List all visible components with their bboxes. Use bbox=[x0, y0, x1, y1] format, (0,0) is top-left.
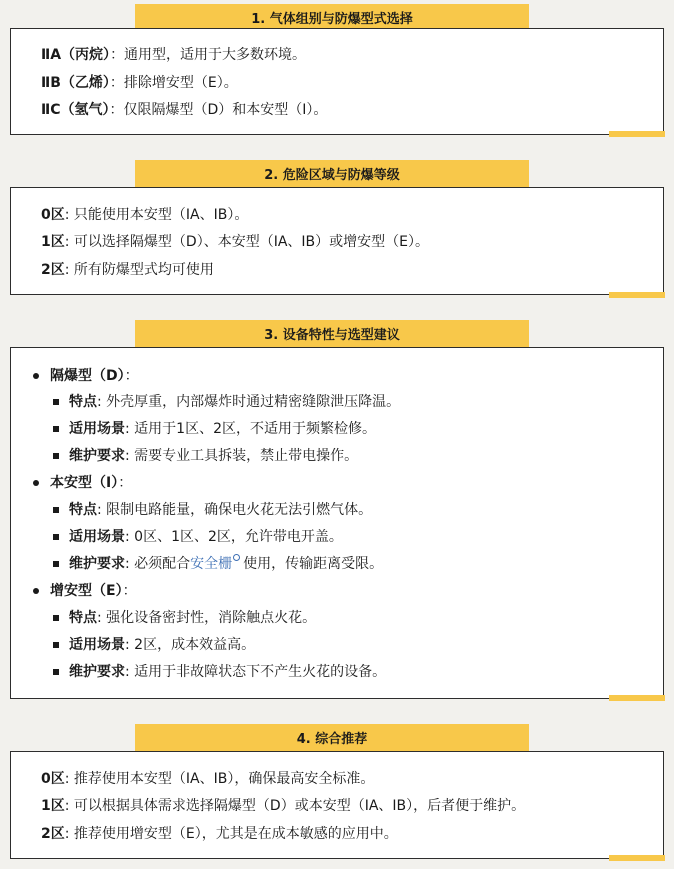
gas-group-line bbox=[41, 101, 327, 119]
zone-line bbox=[41, 233, 429, 251]
type-detail: 特点: 强化设备密封性，消除触点火花。 bbox=[53, 609, 316, 627]
line-term: 1区 bbox=[41, 234, 65, 250]
recommend-line bbox=[41, 770, 374, 788]
detail-term: 适用场景 bbox=[69, 637, 125, 653]
line-text: : 只能使用本安型（IA、IB）。 bbox=[64, 207, 249, 223]
bullet-dot bbox=[33, 373, 39, 379]
safety-barrier-link[interactable]: 安全栅 bbox=[190, 556, 233, 572]
line-term: ⅡA（丙烷） bbox=[41, 47, 111, 63]
bullet-dot bbox=[33, 588, 39, 594]
line-term: 1区 bbox=[41, 798, 65, 814]
type-detail: 特点: 外壳厚重，内部爆炸时通过精密缝隙泄压降温。 bbox=[53, 393, 400, 411]
type-item: 增安型（E）： bbox=[33, 582, 137, 600]
section-3-header: 3. 设备特性与选型建议 bbox=[135, 320, 529, 349]
line-term: 2区 bbox=[41, 826, 65, 842]
type-name: 本安型（I） bbox=[50, 475, 119, 491]
bullet-square bbox=[53, 399, 59, 405]
section-4-accent bbox=[609, 855, 665, 861]
detail-term: 特点 bbox=[69, 394, 97, 410]
type-item: 隔爆型（D）： bbox=[33, 367, 139, 385]
bullet-square bbox=[53, 642, 59, 648]
bullet-dot bbox=[33, 480, 39, 486]
line-term: 2区 bbox=[41, 262, 65, 278]
detail-term: 维护要求 bbox=[69, 556, 125, 572]
section-2-box bbox=[10, 187, 664, 295]
section-3-accent bbox=[609, 695, 665, 701]
section-1-header: 1. 气体组别与防爆型式选择 bbox=[135, 4, 529, 33]
type-detail: 适用场景: 0区、1区、2区，允许带电开盖。 bbox=[53, 528, 343, 546]
detail-term: 特点 bbox=[69, 610, 97, 626]
type-detail: 特点: 限制电路能量，确保电火花无法引燃气体。 bbox=[53, 501, 372, 519]
line-text: : 推荐使用增安型（E），尤其是在成本敏感的应用中。 bbox=[64, 826, 398, 842]
type-item: 本安型（I）： bbox=[33, 474, 132, 492]
line-text: ：通用型，适用于大多数环境。 bbox=[110, 47, 307, 63]
section-4-box bbox=[10, 751, 664, 859]
line-text: : 可以根据具体需求选择隔爆型（D）或本安型（IA、IB），后者便于维护。 bbox=[64, 798, 526, 814]
type-detail: 适用场景: 适用于1区、2区，不适用于频繁检修。 bbox=[53, 420, 376, 438]
line-text: ：排除增安型（E）。 bbox=[109, 75, 238, 91]
section-1-accent bbox=[609, 131, 665, 137]
search-icon[interactable] bbox=[233, 554, 240, 561]
bullet-square bbox=[53, 507, 59, 513]
line-term: 0区 bbox=[41, 207, 65, 223]
gas-group-line bbox=[41, 74, 238, 92]
line-text: : 可以选择隔爆型（D）、本安型（IA、IB）或增安型（E）。 bbox=[64, 234, 429, 250]
zone-line bbox=[41, 261, 214, 279]
line-text: ：仅限隔爆型（D）和本安型（I）。 bbox=[109, 102, 328, 118]
bullet-square bbox=[53, 426, 59, 432]
bullet-square bbox=[53, 561, 59, 567]
section-3-box bbox=[10, 347, 664, 699]
line-term: ⅡB（乙烯） bbox=[41, 75, 110, 91]
recommend-line bbox=[41, 825, 398, 843]
line-term: 0区 bbox=[41, 771, 65, 787]
type-detail: 维护要求: 必须配合安全栅 使用，传输距离受限。 bbox=[53, 555, 383, 573]
detail-term: 特点 bbox=[69, 502, 97, 518]
recommend-line bbox=[41, 797, 525, 815]
type-name: 隔爆型（D） bbox=[50, 368, 125, 384]
detail-term: 维护要求 bbox=[69, 664, 125, 680]
bullet-square bbox=[53, 453, 59, 459]
line-text: : 所有防爆型式均可使用 bbox=[64, 262, 214, 278]
type-detail: 维护要求: 需要专业工具拆装，禁止带电操作。 bbox=[53, 447, 358, 465]
bullet-square bbox=[53, 615, 59, 621]
bullet-square bbox=[53, 534, 59, 540]
type-name: 增安型（E） bbox=[50, 583, 123, 599]
zone-line bbox=[41, 206, 248, 224]
section-1-box bbox=[10, 28, 664, 135]
type-detail: 适用场景: 2区，成本效益高。 bbox=[53, 636, 255, 654]
bullet-square bbox=[53, 669, 59, 675]
line-text: : 推荐使用本安型（IA、IB），确保最高安全标准。 bbox=[64, 771, 375, 787]
detail-term: 适用场景 bbox=[69, 529, 125, 545]
line-term: ⅡC（氢气） bbox=[41, 102, 110, 118]
detail-term: 维护要求 bbox=[69, 448, 125, 464]
detail-term: 适用场景 bbox=[69, 421, 125, 437]
section-4-header: 4. 综合推荐 bbox=[135, 724, 529, 753]
section-2-header: 2. 危险区域与防爆等级 bbox=[135, 160, 529, 189]
type-detail: 维护要求: 适用于非故障状态下不产生火花的设备。 bbox=[53, 663, 386, 681]
gas-group-line bbox=[41, 46, 306, 64]
section-2-accent bbox=[609, 292, 665, 298]
